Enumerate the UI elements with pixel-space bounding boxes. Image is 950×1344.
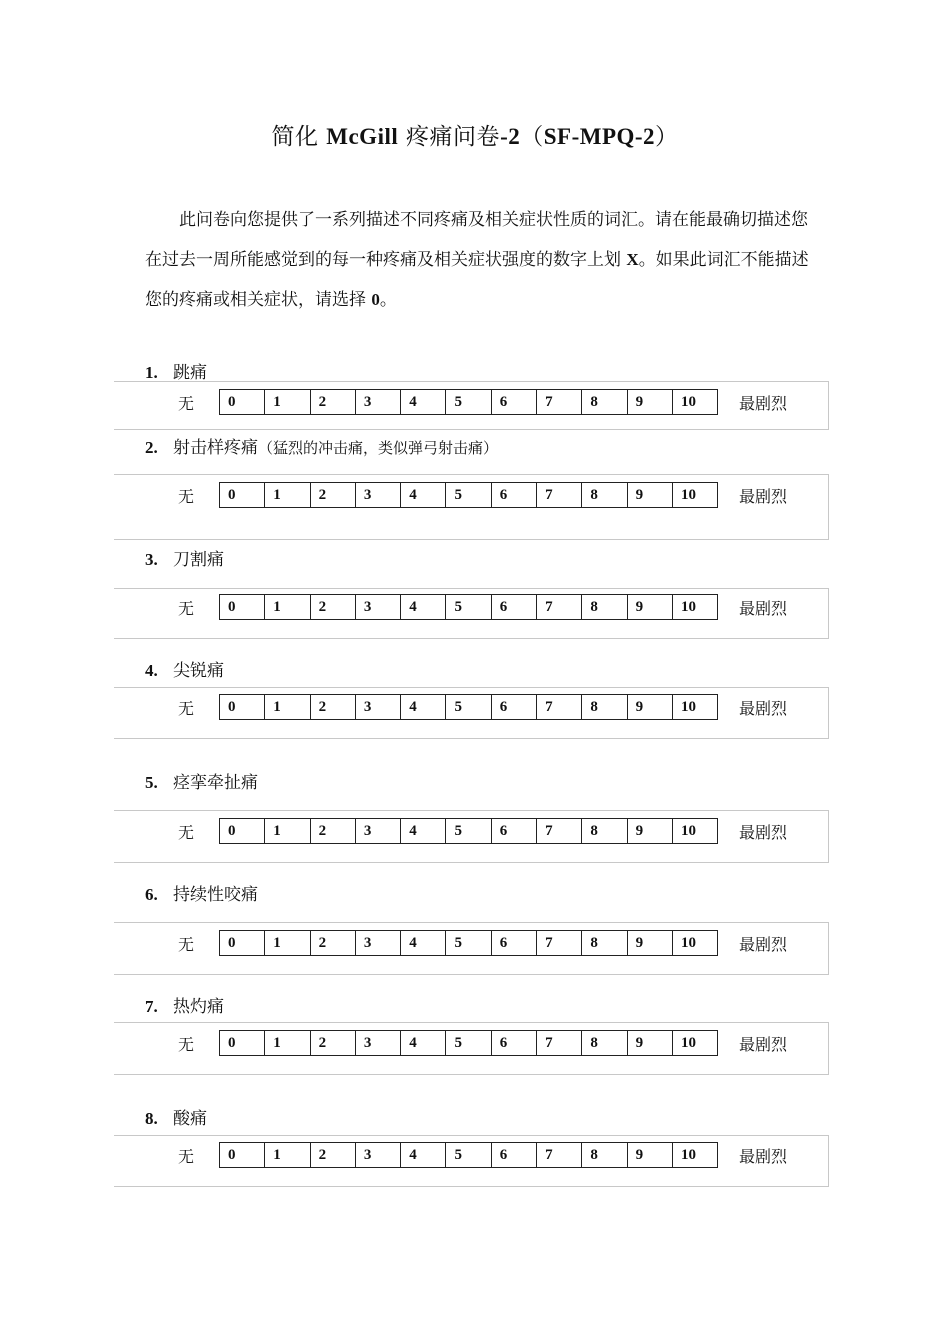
- scale-low-label: 无: [178, 699, 195, 718]
- rating-options: [219, 818, 718, 844]
- scale-low-label: 无: [178, 394, 195, 413]
- item-label: 尖锐痛: [173, 661, 224, 681]
- rating-option[interactable]: 9: [628, 930, 673, 956]
- scale-high-label: 最剧烈: [739, 1147, 788, 1166]
- scale-low-label: 无: [178, 1147, 195, 1166]
- rating-option[interactable]: 1: [265, 482, 310, 508]
- rating-option[interactable]: 5: [446, 694, 491, 720]
- rating-option[interactable]: 7: [537, 389, 582, 415]
- instructions-mark-x: X: [626, 250, 639, 269]
- title-prefix: 简化: [271, 124, 327, 150]
- rating-option[interactable]: 1: [265, 1030, 310, 1056]
- rating-option[interactable]: 8: [582, 594, 627, 620]
- rating-option[interactable]: 2: [311, 482, 356, 508]
- rating-option[interactable]: 6: [492, 389, 537, 415]
- rating-option[interactable]: 4: [401, 694, 446, 720]
- item-heading: [145, 992, 224, 1017]
- rating-option[interactable]: 4: [401, 594, 446, 620]
- item-label: 痉挛牵扯痛: [173, 773, 258, 793]
- rating-option[interactable]: 4: [401, 1030, 446, 1056]
- item-heading: [145, 880, 258, 905]
- rating-scale: [0, 482, 950, 508]
- rating-options: [219, 1142, 718, 1168]
- rating-option[interactable]: 8: [582, 818, 627, 844]
- rating-option[interactable]: 10: [673, 1142, 718, 1168]
- rating-option[interactable]: 3: [356, 818, 401, 844]
- rating-option[interactable]: 1: [265, 389, 310, 415]
- item-number: 4.: [145, 661, 158, 680]
- title-abbrev: SF-MPQ-2: [543, 124, 656, 149]
- scale-low-label: 无: [178, 1035, 195, 1054]
- rating-option[interactable]: 6: [492, 482, 537, 508]
- rating-option[interactable]: 9: [628, 818, 673, 844]
- rating-option[interactable]: 5: [446, 818, 491, 844]
- rating-scale: [0, 1030, 950, 1056]
- rating-option[interactable]: 2: [311, 594, 356, 620]
- item-number: 3.: [145, 550, 158, 569]
- rating-option[interactable]: 0: [220, 694, 265, 720]
- rating-option[interactable]: 3: [356, 930, 401, 956]
- item-label: 持续性咬痛: [173, 885, 258, 905]
- rating-option[interactable]: 10: [673, 930, 718, 956]
- rating-scale: [0, 694, 950, 720]
- rating-option[interactable]: 4: [401, 930, 446, 956]
- rating-option[interactable]: 4: [401, 389, 446, 415]
- rating-option[interactable]: 8: [582, 1142, 627, 1168]
- instructions: [145, 200, 813, 320]
- rating-option[interactable]: 5: [446, 1030, 491, 1056]
- rating-option[interactable]: 5: [446, 930, 491, 956]
- rating-option[interactable]: 8: [582, 694, 627, 720]
- rating-option[interactable]: 10: [673, 389, 718, 415]
- rating-option[interactable]: 6: [492, 818, 537, 844]
- rating-option[interactable]: 2: [311, 818, 356, 844]
- rating-option[interactable]: 3: [356, 482, 401, 508]
- rating-option[interactable]: 3: [356, 694, 401, 720]
- instructions-zero: 0: [371, 290, 380, 309]
- rating-option[interactable]: 0: [220, 930, 265, 956]
- item-label: 射击样疼痛: [173, 438, 258, 458]
- rating-option[interactable]: 0: [220, 482, 265, 508]
- rating-option[interactable]: 6: [492, 930, 537, 956]
- rating-option[interactable]: 0: [220, 389, 265, 415]
- title-middle: 疼痛问卷: [398, 124, 501, 150]
- rating-option[interactable]: 7: [537, 930, 582, 956]
- title-mcgill: McGill: [326, 124, 399, 149]
- page-title: [0, 118, 950, 151]
- rating-scale: [0, 1142, 950, 1168]
- instructions-text-2: 。如果此词汇不能描述您的疼痛或相关症状，请选择: [145, 250, 809, 310]
- rating-scale: [0, 594, 950, 620]
- item-number: 7.: [145, 997, 158, 1016]
- item-heading: [145, 768, 258, 793]
- item-label: 跳痛: [173, 363, 207, 383]
- rating-options: [219, 482, 718, 508]
- scale-high-label: 最剧烈: [739, 823, 788, 842]
- scale-high-label: 最剧烈: [739, 699, 788, 718]
- rating-option[interactable]: 8: [582, 389, 627, 415]
- rating-option[interactable]: 6: [492, 594, 537, 620]
- item-number: 8.: [145, 1109, 158, 1128]
- rating-options: [219, 389, 718, 415]
- rating-option[interactable]: 7: [537, 818, 582, 844]
- rating-option[interactable]: 0: [220, 594, 265, 620]
- title-version: -2: [500, 124, 521, 149]
- scale-high-label: 最剧烈: [739, 487, 788, 506]
- rating-option[interactable]: 10: [673, 594, 718, 620]
- item-number: 5.: [145, 773, 158, 792]
- rating-option[interactable]: 7: [537, 1030, 582, 1056]
- rating-option[interactable]: 10: [673, 694, 718, 720]
- rating-option[interactable]: 3: [356, 1030, 401, 1056]
- rating-option[interactable]: 3: [356, 594, 401, 620]
- rating-option[interactable]: 10: [673, 818, 718, 844]
- item-label: 热灼痛: [173, 997, 224, 1017]
- rating-option[interactable]: 3: [356, 1142, 401, 1168]
- rating-option[interactable]: 5: [446, 389, 491, 415]
- title-paren-close: ）: [655, 124, 679, 150]
- rating-option[interactable]: 1: [265, 1142, 310, 1168]
- scale-low-label: 无: [178, 823, 195, 842]
- rating-option[interactable]: 8: [582, 930, 627, 956]
- scale-high-label: 最剧烈: [739, 1035, 788, 1054]
- rating-option[interactable]: 8: [582, 1030, 627, 1056]
- rating-option[interactable]: 6: [492, 694, 537, 720]
- rating-option[interactable]: 2: [311, 1142, 356, 1168]
- scale-high-label: 最剧烈: [739, 599, 788, 618]
- rating-option[interactable]: 2: [311, 930, 356, 956]
- rating-options: [219, 1030, 718, 1056]
- scale-low-label: 无: [178, 935, 195, 954]
- rating-option[interactable]: 9: [628, 482, 673, 508]
- scale-low-label: 无: [178, 599, 195, 618]
- rating-option[interactable]: 1: [265, 818, 310, 844]
- rating-option[interactable]: 5: [446, 482, 491, 508]
- rating-scale: [0, 930, 950, 956]
- rating-scale: [0, 818, 950, 844]
- rating-option[interactable]: 4: [401, 1142, 446, 1168]
- rating-option[interactable]: 2: [311, 389, 356, 415]
- rating-option[interactable]: 7: [537, 1142, 582, 1168]
- rating-option[interactable]: 0: [220, 1142, 265, 1168]
- rating-option[interactable]: 6: [492, 1030, 537, 1056]
- item-label: 酸痛: [173, 1109, 207, 1129]
- scale-low-label: 无: [178, 487, 195, 506]
- item-number: 1.: [145, 363, 158, 382]
- rating-options: [219, 930, 718, 956]
- item-heading: [145, 1104, 207, 1129]
- item-heading: [145, 545, 224, 570]
- rating-option[interactable]: 9: [628, 594, 673, 620]
- rating-option[interactable]: 0: [220, 1030, 265, 1056]
- rating-option[interactable]: 9: [628, 694, 673, 720]
- rating-option[interactable]: 0: [220, 818, 265, 844]
- title-paren-open: （: [520, 124, 544, 150]
- instructions-text-1: 此问卷向您提供了一系列描述不同疼痛及相关症状性质的词汇。请在能最确切描述您在过去一周所能感觉到的每一种疼痛及相关症状强度的数字上划: [145, 210, 808, 270]
- rating-scale: [0, 389, 950, 415]
- rating-option[interactable]: 10: [673, 482, 718, 508]
- rating-option[interactable]: 4: [401, 482, 446, 508]
- item-heading: [145, 358, 207, 383]
- rating-option[interactable]: 1: [265, 594, 310, 620]
- instructions-text-3: 。: [379, 290, 397, 310]
- rating-option[interactable]: 2: [311, 694, 356, 720]
- item-note: （猛烈的冲击痛，类似弹弓射击痛）: [258, 439, 499, 457]
- rating-option[interactable]: 2: [311, 1030, 356, 1056]
- rating-option[interactable]: 9: [628, 1142, 673, 1168]
- item-heading: [145, 656, 224, 681]
- rating-option[interactable]: 1: [265, 930, 310, 956]
- rating-option[interactable]: 1: [265, 694, 310, 720]
- item-number: 6.: [145, 885, 158, 904]
- rating-option[interactable]: 8: [582, 482, 627, 508]
- rating-option[interactable]: 7: [537, 694, 582, 720]
- rating-option[interactable]: 7: [537, 594, 582, 620]
- rating-options: [219, 594, 718, 620]
- scale-high-label: 最剧烈: [739, 394, 788, 413]
- rating-option[interactable]: 5: [446, 594, 491, 620]
- rating-option[interactable]: 9: [628, 1030, 673, 1056]
- rating-option[interactable]: 9: [628, 389, 673, 415]
- rating-option[interactable]: 7: [537, 482, 582, 508]
- item-number: 2.: [145, 438, 158, 457]
- rating-option[interactable]: 3: [356, 389, 401, 415]
- rating-options: [219, 694, 718, 720]
- item-heading: [145, 433, 498, 458]
- rating-option[interactable]: 6: [492, 1142, 537, 1168]
- rating-option[interactable]: 4: [401, 818, 446, 844]
- scale-high-label: 最剧烈: [739, 935, 788, 954]
- item-label: 刀割痛: [173, 550, 224, 570]
- rating-option[interactable]: 5: [446, 1142, 491, 1168]
- rating-option[interactable]: 10: [673, 1030, 718, 1056]
